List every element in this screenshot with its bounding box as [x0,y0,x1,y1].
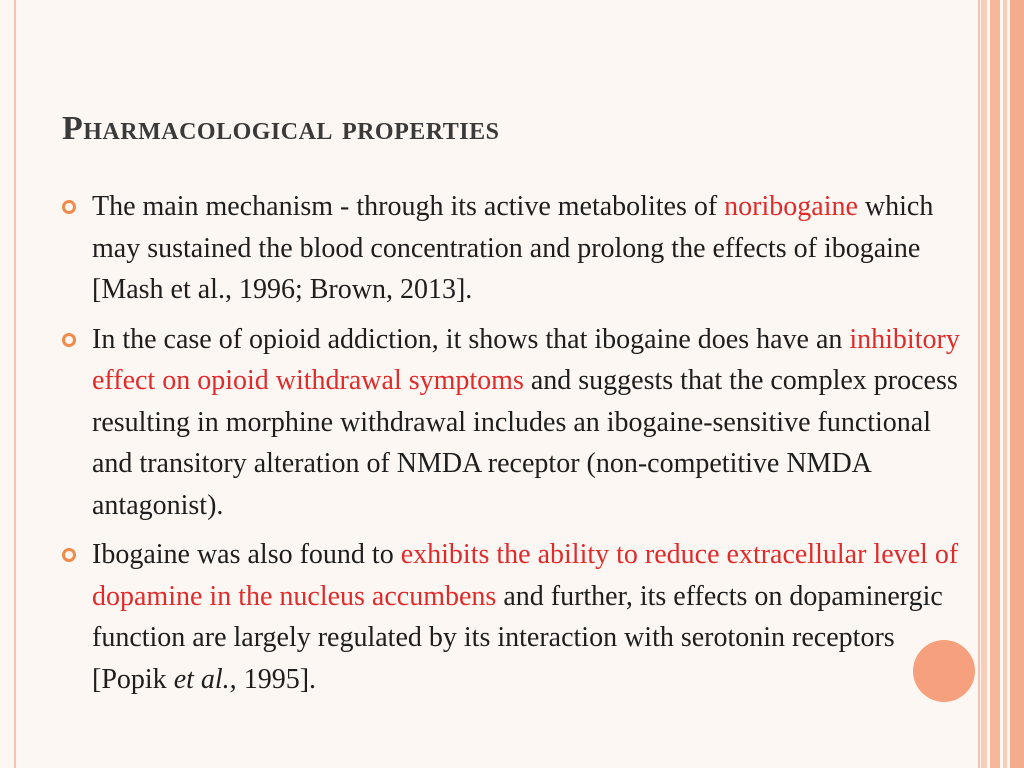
highlight-text: exhibits the ability to reduce extracellular level of dopamine in the nucleus accumbens [92,539,959,612]
slide-title: Pharmacological properties [62,110,500,147]
bullet-circle-icon [62,548,76,562]
bullet-text: and further, its effects on dopaminergic function are largely regulated by its interaction with serotonin receptors [Popik [92,580,943,695]
bullet-text: Ibogaine was also found to [92,539,401,570]
bullet-text: In the case of opioid addiction, it shows that ibogaine does have an [92,323,850,355]
bullet-text: The main mechanism - through its active metabolites of [92,191,725,222]
bullet-circle-icon [62,333,76,347]
bullet-circle-icon [62,200,76,214]
bullet-text: and suggests that the complex process resulting in morphine withdrawal includes an ibogaine-sensitive functional and transitory alteration of NMDA receptor (non-competitive NMDA antagonist). [92,365,958,521]
bullet-text: which may sustained the blood concentration and prolong the effects of ibogaine [Mash et al., 1996; Brown, 2013]. [92,191,934,305]
decorative-stripe [1010,0,1024,768]
decorative-stripe [990,0,1000,768]
highlight-text: inhibitory effect on opioid withdrawal symptoms [92,323,960,396]
decorative-stripe [981,0,987,768]
bullet-item-mechanism [60,186,960,311]
bullet-item-dopamine [60,534,960,700]
bullet-text: 1995]. [236,663,317,695]
highlight-text: noribogaine [724,191,858,222]
decorative-stripe [1003,0,1007,768]
decorative-circle [913,640,975,702]
citation-italic: et al., [173,663,237,695]
bullet-list [60,186,960,708]
bullet-item-opioid [60,319,960,527]
